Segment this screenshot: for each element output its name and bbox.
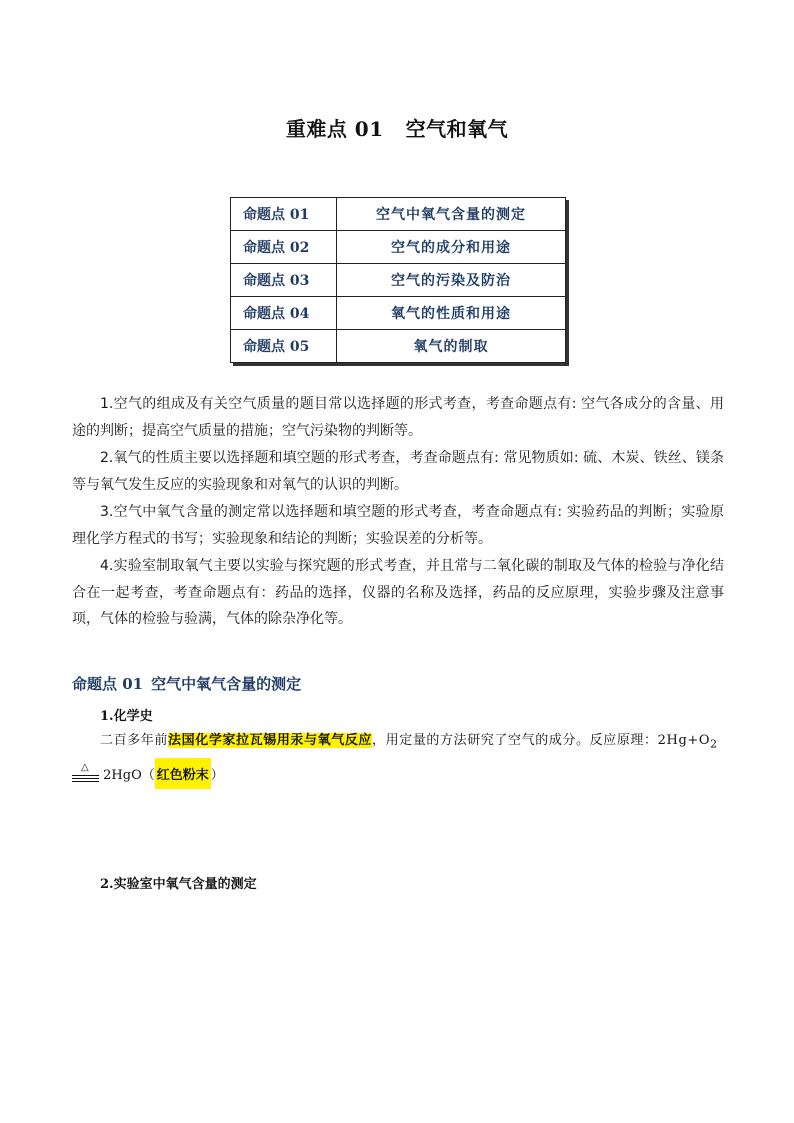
table-row bbox=[231, 297, 566, 330]
topic-key: 命题点 01 bbox=[231, 198, 337, 231]
topic-value: 空气的成分和用途 bbox=[337, 231, 566, 264]
history-text bbox=[100, 730, 720, 756]
title-part1: 重难点 01 bbox=[285, 117, 384, 141]
history-suffix: ，用定量的方法研究了空气的成分。反应原理：2Hg+O bbox=[372, 733, 711, 748]
subheading-history: 1.化学史 bbox=[100, 709, 153, 724]
history-highlight: 法国化学家拉瓦锡用汞与氧气反应 bbox=[168, 733, 373, 748]
paragraph-text: 1.空气的组成及有关空气质量的题目常以选择题的形式考查，考查命题点有: 空气各成分的含量、用途的判断；提高空气质量的措施；空气污染物的判断等。 bbox=[72, 396, 724, 439]
table-row bbox=[231, 231, 566, 264]
topic-value: 空气的污染及防治 bbox=[337, 264, 566, 297]
section-heading-title: 空气中氧气含量的测定 bbox=[151, 675, 302, 693]
paragraph-3 bbox=[72, 499, 724, 552]
paragraph-text: 3.空气中氧气含量的测定常以选择题和填空题的形式考查，考查命题点有: 实验药品的判断；实验原理化学方程式的书写；实验现象和结论的判断；实验误差的分析等。 bbox=[72, 504, 724, 547]
history-prefix: 二百多年前 bbox=[100, 733, 169, 748]
paragraph-text: 2.氧气的性质主要以选择题和填空题的形式考查，考查命题点有: 常见物质如: 硫、木炭、铁丝、镁条等与氧气发生反应的实验现象和对氧气的认识的判断。 bbox=[72, 450, 724, 493]
heat-condition: △ bbox=[81, 761, 89, 773]
table-row bbox=[231, 198, 566, 231]
title-part2: 空气和氧气 bbox=[405, 117, 509, 141]
subheading-lab-measurement: 2.实验室中氧气含量的测定 bbox=[100, 877, 257, 892]
topic-key: 命题点 03 bbox=[231, 264, 337, 297]
section-heading-key: 命题点 01 bbox=[72, 675, 144, 693]
topic-value: 氧气的制取 bbox=[337, 330, 566, 363]
topic-value: 氧气的性质和用途 bbox=[337, 297, 566, 330]
o2-subscript: 2 bbox=[710, 737, 718, 751]
equation-product: 2HgO（ bbox=[103, 768, 155, 783]
table-row bbox=[231, 264, 566, 297]
paragraph-4 bbox=[72, 553, 724, 633]
reaction-equation bbox=[72, 758, 224, 790]
paragraph-2 bbox=[72, 445, 724, 498]
topics-table bbox=[230, 197, 566, 363]
page-title bbox=[0, 113, 794, 142]
topic-key: 命题点 05 bbox=[231, 330, 337, 363]
table-row bbox=[231, 330, 566, 363]
heating-arrow bbox=[72, 761, 99, 786]
paragraph-text: 4.实验室制取氧气主要以实验与探究题的形式考查，并且常与二氧化碳的制取及气体的检验与净化结合在一起考查，考查命题点有：药品的选择，仪器的名称及选择，药品的反应原理，实验步骤及注意事项，气体的检验与验满，气体的除杂净化等。 bbox=[72, 558, 724, 628]
paragraph-1 bbox=[72, 391, 724, 444]
section-heading bbox=[72, 673, 301, 694]
topic-value: 空气中氧气含量的测定 bbox=[337, 198, 566, 231]
topic-key: 命题点 04 bbox=[231, 297, 337, 330]
product-highlight: 红色粉末 bbox=[155, 758, 211, 789]
topic-key: 命题点 02 bbox=[231, 231, 337, 264]
equation-close: ） bbox=[210, 768, 224, 783]
